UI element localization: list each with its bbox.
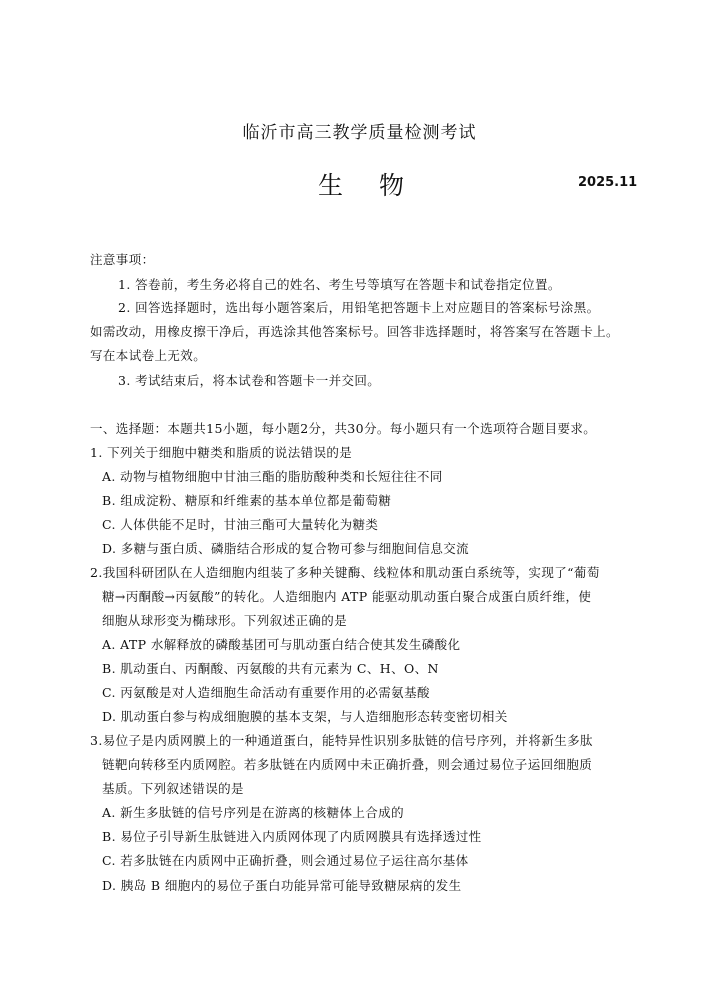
q2-option-b: B. 肌动蛋白、丙酮酸、丙氨酸的共有元素为 C、H、O、N	[102, 661, 439, 676]
notice-heading: 注意事项：	[90, 252, 155, 267]
q2-option-d: D. 肌动蛋白参与构成细胞膜的基本支架，与人造细胞形态转变密切相关	[102, 709, 508, 724]
exam-title: 临沂市高三教学质量检测考试	[242, 123, 477, 143]
q3-option-a: A. 新生多肽链的信号序列是在游离的核糖体上合成的	[102, 805, 404, 820]
q3-stem-line2: 链靶向转移至内质网腔。若多肽链在内质网中未正确折叠，则会通过易位子运回细胞质	[102, 757, 593, 772]
q2-option-a: A. ATP 水解释放的磷酸基团可与肌动蛋白结合使其发生磷酸化	[102, 637, 461, 652]
exam-date: 2025.11	[578, 175, 638, 190]
notice-item-3: 3. 考试结束后，将本试卷和答题卡一并交回。	[118, 373, 381, 388]
notice-item-2-cont: 如需改动，用橡皮擦干净后，再选涂其他答案标号。回答非选择题时，将答案写在答题卡上。	[90, 324, 619, 339]
q3-option-c: C. 若多肽链在内质网中正确折叠，则会通过易位子运往高尔基体	[102, 853, 469, 868]
notice-item-2: 2. 回答选择题时，选出每小题答案后，用铅笔把答题卡上对应题目的答案标号涂黑。	[118, 300, 600, 315]
subject-title	[318, 166, 404, 202]
q2-option-c: C. 丙氨酸是对人造细胞生命活动有重要作用的必需氨基酸	[102, 685, 430, 700]
q1-option-b: B. 组成淀粉、糖原和纤维素的基本单位都是葡萄糖	[102, 493, 392, 508]
section-heading: 一、选择题：本题共15小题，每小题2分，共30分。每小题只有一个选项符合题目要求。	[90, 421, 597, 436]
q1-option-d: D. 多糖与蛋白质、磷脂结合形成的复合物可参与细胞间信息交流	[102, 541, 470, 556]
q2-stem-line3: 细胞从球形变为椭球形。下列叙述正确的是	[102, 613, 348, 628]
q1-option-a: A. 动物与植物细胞中甘油三酯的脂肪酸种类和长短往往不同	[102, 469, 443, 484]
q3-option-b: B. 易位子引导新生肽链进入内质网体现了内质网膜具有选择透过性	[102, 829, 482, 844]
subject-char-1: 生	[318, 171, 344, 200]
subject-char-2: 物	[379, 171, 405, 200]
notice-item-1: 1. 答卷前，考生务必将自己的姓名、考生号等填写在答题卡和试卷指定位置。	[118, 277, 561, 292]
q1-option-c: C. 人体供能不足时，甘油三酯可大量转化为糖类	[102, 517, 379, 532]
q3-stem-line1: 3.易位子是内质网膜上的一种通道蛋白，能特异性识别多肽链的信号序列，并将新生多肽	[90, 733, 593, 748]
q2-stem-line2: 糖→丙酮酸→丙氨酸”的转化。人造细胞内 ATP 能驱动肌动蛋白聚合成蛋白质纤维，使	[102, 589, 592, 604]
q3-stem-line3: 基质。下列叙述错误的是	[102, 781, 244, 796]
q3-option-d: D. 胰岛 B 细胞内的易位子蛋白功能异常可能导致糖尿病的发生	[102, 878, 462, 893]
q2-stem-line1: 2.我国科研团队在人造细胞内组装了多种关键酶、线粒体和肌动蛋白系统等，实现了“葡萄	[90, 565, 600, 580]
q1-stem: 1. 下列关于细胞中糖类和脂质的说法错误的是	[90, 445, 353, 460]
notice-item-2-end: 写在本试卷上无效。	[90, 348, 207, 363]
